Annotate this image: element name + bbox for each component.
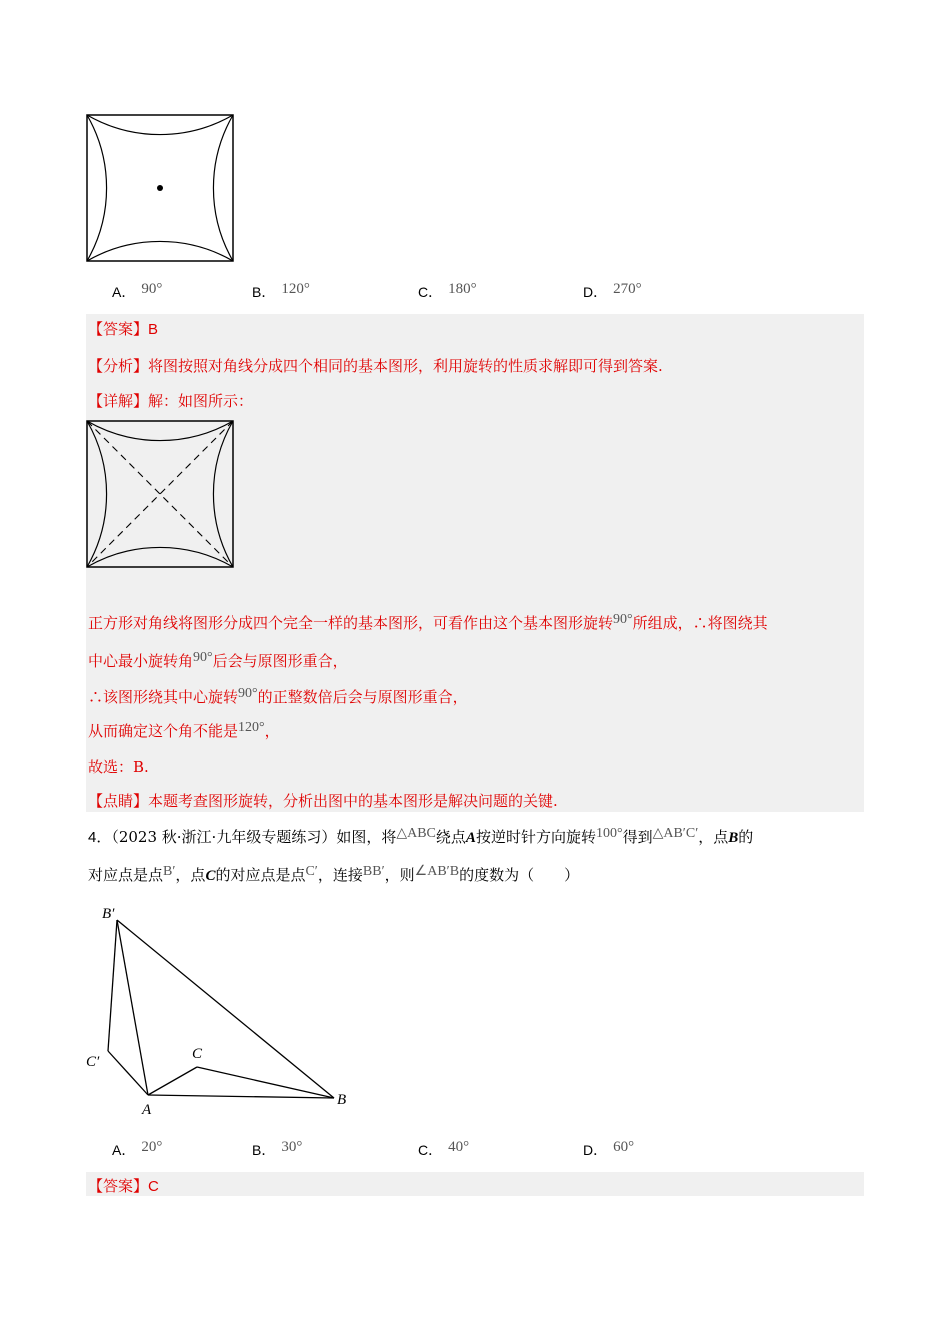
point-line: 【点睛】本题考查图形旋转，分析出图中的基本图形是解决问题的关键. — [88, 792, 558, 810]
solution-line-5: 故选：B. — [88, 758, 149, 776]
analysis-line: 【分析】将图按照对角线分成四个相同的基本图形，利用旋转的性质求解即可得到答案. — [88, 357, 663, 375]
option-c: C． 180° — [418, 281, 477, 300]
solution-line-2: 中心最小旋转角90°后会与原图形重合， — [88, 650, 348, 670]
option-a: A． 90° — [112, 281, 163, 300]
solution-line-4: 从而确定这个角不能是120°， — [88, 720, 280, 740]
solution-line-3: ∴该图形绕其中心旋转90°的正整数倍后会与原图形重合， — [88, 686, 468, 706]
option-d: D． 270° — [583, 281, 642, 300]
q4-line-2: 对应点是点B′，点C的对应点是点C′，连接BB′，则∠AB′B的度数为（ ） — [88, 864, 580, 884]
option-b: B． 120° — [252, 281, 310, 300]
figure-square-arcs — [86, 114, 236, 264]
label-c-prime: C′ — [86, 1054, 100, 1070]
label-b-prime: B′ — [102, 906, 115, 922]
solution-line-1: 正方形对角线将图形分成四个完全一样的基本图形，可看作由这个基本图形旋转90°所组成，∴将图绕其 — [88, 612, 768, 632]
q4-option-c: C． 40° — [418, 1139, 470, 1158]
q4-answer-panel — [86, 1172, 864, 1196]
label-c: C — [192, 1046, 203, 1062]
figure-square-diagonals — [86, 420, 236, 570]
detail-line: 【详解】解：如图所示： — [88, 392, 254, 410]
q4-answer-line: 【答案】C — [88, 1177, 159, 1195]
center-dot — [157, 185, 163, 191]
figure-triangles — [80, 898, 360, 1118]
q4-option-d: D． 60° — [583, 1139, 635, 1158]
q4-option-a: A． 20° — [112, 1139, 163, 1158]
q4-line-1: 4．（2023 秋·浙江·九年级专题练习）如图，将△ABC绕点A按逆时针方向旋转100°得到△AB′C′，点B的 — [88, 826, 754, 846]
answer-line: 【答案】B — [88, 320, 159, 338]
label-b: B — [337, 1092, 347, 1108]
label-a: A — [142, 1102, 152, 1118]
q4-option-b: B． 30° — [252, 1139, 303, 1158]
